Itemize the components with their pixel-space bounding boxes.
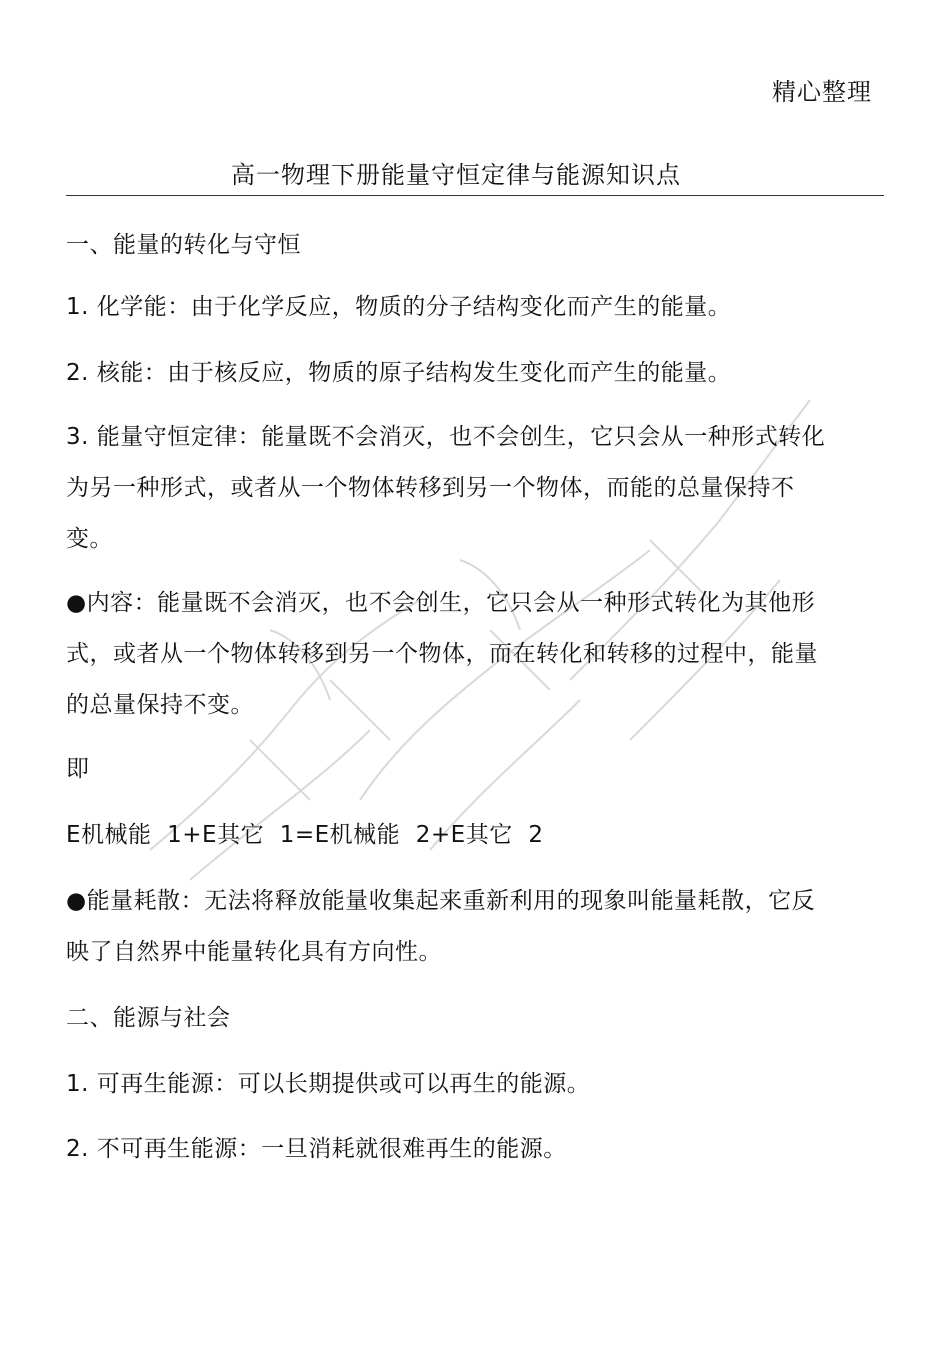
list-item: 3. 能量守恒定律：能量既不会消灭，也不会创生，它只会从一种形式转化为另一种形式，或者从一个物体转移到另一个物体，而能的总量保持不变。 bbox=[66, 424, 826, 552]
list-item: 2. 不可再生能源：一旦消耗就很难再生的能源。 bbox=[66, 1136, 567, 1162]
page-header-label: 精心整理 bbox=[772, 78, 872, 106]
list-item: ●内容：能量既不会消灭，也不会创生，它只会从一种形式转化为其他形式，或者从一个物体转移到另一个物体，而在转化和转移的过程中，能量的总量保持不变。 bbox=[66, 590, 818, 718]
document-title: 高一物理下册能量守恒定律与能源知识点 bbox=[231, 161, 681, 189]
formula-line: E机械能 1+E其它 1=E机械能 2+E其它 2 bbox=[66, 822, 544, 848]
list-item: 即 bbox=[66, 756, 90, 782]
list-item: 2. 核能：由于核反应，物质的原子结构发生变化而产生的能量。 bbox=[66, 360, 732, 386]
title-divider bbox=[66, 195, 884, 196]
section-heading-energy-conversion: 一、能量的转化与守恒 bbox=[66, 232, 301, 258]
section-heading-energy-society: 二、能源与社会 bbox=[66, 1005, 231, 1031]
list-item: 1. 可再生能源：可以长期提供或可以再生的能源。 bbox=[66, 1071, 591, 1097]
list-item: ●能量耗散：无法将释放能量收集起来重新利用的现象叫能量耗散，它反映了自然界中能量转化具有方向性。 bbox=[66, 888, 816, 965]
list-item: 1. 化学能：由于化学反应，物质的分子结构变化而产生的能量。 bbox=[66, 294, 732, 320]
